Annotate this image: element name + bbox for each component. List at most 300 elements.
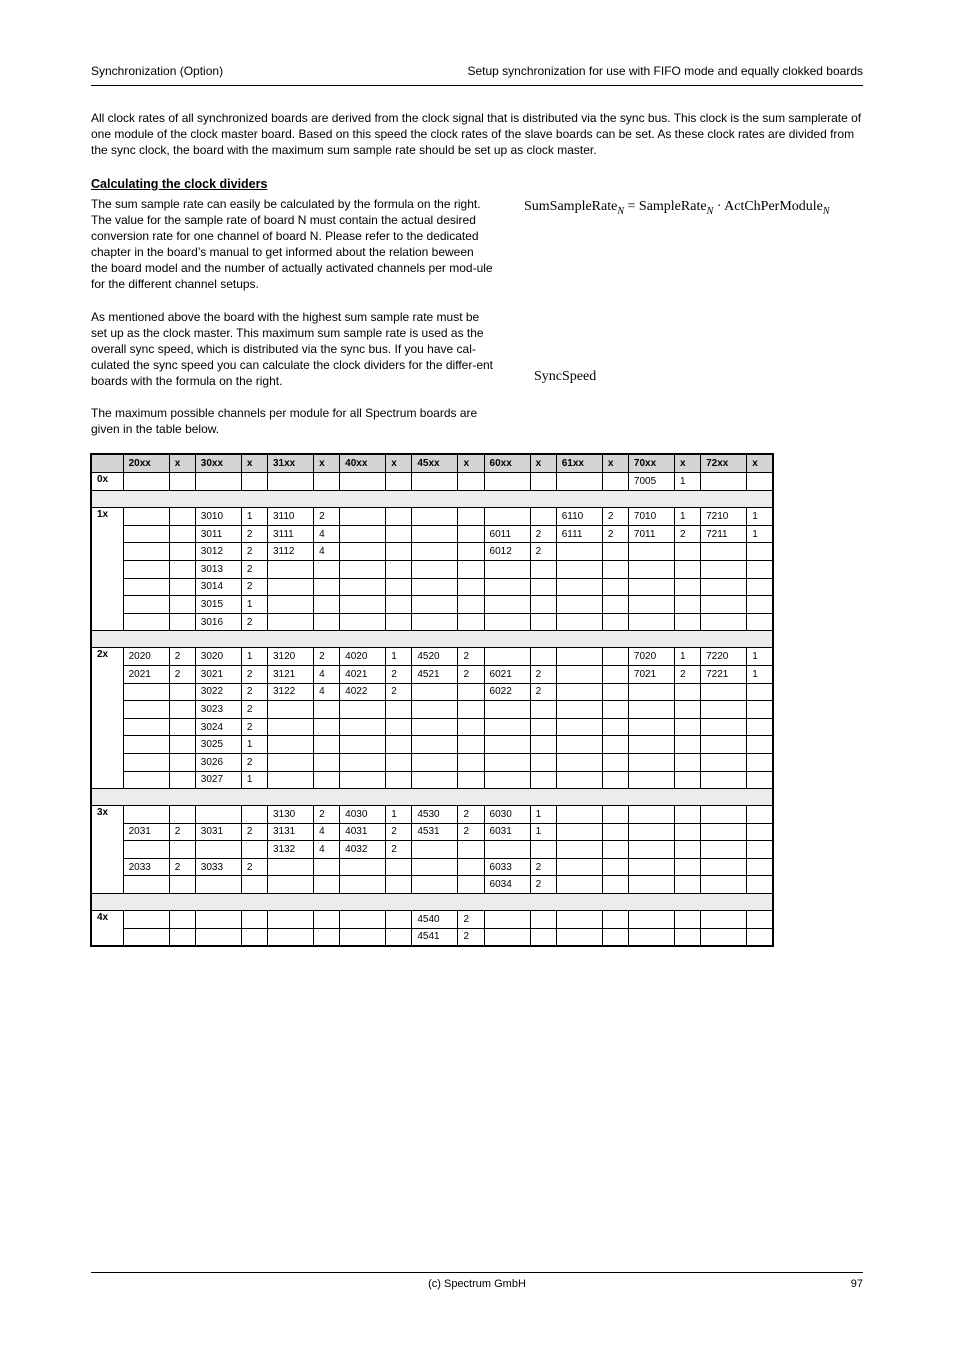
board-model-cell: 3011 (195, 525, 241, 543)
table-row (91, 823, 773, 841)
channel-count-cell (458, 841, 484, 859)
channel-count-cell (458, 876, 484, 894)
channel-count-cell (675, 736, 701, 754)
group-label: 3x (91, 806, 123, 894)
channel-count-cell (602, 911, 628, 929)
channel-count-cell (530, 560, 556, 578)
channel-count-cell (530, 613, 556, 631)
channel-count-cell (747, 701, 773, 719)
channel-count-cell (530, 648, 556, 666)
board-model-cell (484, 701, 530, 719)
board-model-cell (412, 613, 458, 631)
channel-count-cell: 1 (747, 525, 773, 543)
board-model-cell (412, 508, 458, 526)
board-model-cell (556, 858, 602, 876)
board-model-cell: 6110 (556, 508, 602, 526)
board-model-cell (123, 911, 169, 929)
board-model-cell: 4530 (412, 806, 458, 824)
table-row (91, 578, 773, 596)
channel-count-cell: 2 (241, 560, 267, 578)
channel-count-cell (602, 701, 628, 719)
table-row (91, 613, 773, 631)
board-model-cell (701, 613, 747, 631)
board-model-cell (701, 841, 747, 859)
board-model-cell (701, 472, 747, 491)
channel-count-cell: 2 (458, 665, 484, 683)
board-model-cell (628, 823, 674, 841)
board-model-cell (267, 596, 313, 614)
board-model-cell (123, 928, 169, 946)
channel-count-cell (602, 472, 628, 491)
board-model-cell: 4031 (340, 823, 386, 841)
channel-count-cell: 2 (458, 911, 484, 929)
formula-term2-sub: N (822, 205, 830, 217)
channel-count-cell (386, 736, 412, 754)
board-model-cell: 3010 (195, 508, 241, 526)
formula-sum-sample-rate (524, 199, 830, 217)
board-model-cell: 3111 (267, 525, 313, 543)
board-model-cell (123, 806, 169, 824)
channel-count-cell: 2 (314, 648, 340, 666)
table-header-cell: x (458, 454, 484, 472)
table-row (91, 928, 773, 946)
channel-count-cell: 2 (458, 806, 484, 824)
board-model-cell (267, 613, 313, 631)
board-model-cell (340, 718, 386, 736)
board-model-cell (628, 911, 674, 929)
board-model-cell (340, 701, 386, 719)
board-model-cell (628, 928, 674, 946)
board-model-cell (267, 701, 313, 719)
board-model-cell (123, 613, 169, 631)
channel-count-cell (314, 911, 340, 929)
channel-count-cell: 2 (241, 543, 267, 561)
channel-count-cell: 2 (241, 701, 267, 719)
table-header-cell: x (747, 454, 773, 472)
board-model-cell: 4030 (340, 806, 386, 824)
channel-count-cell: 1 (675, 648, 701, 666)
group-label: 0x (91, 472, 123, 491)
channel-count-cell (747, 876, 773, 894)
board-model-cell (701, 753, 747, 771)
channel-count-cell: 2 (241, 578, 267, 596)
board-model-cell (556, 823, 602, 841)
table-row (91, 858, 773, 876)
channel-count-cell (747, 736, 773, 754)
channel-count-cell (675, 928, 701, 946)
channel-count-cell: 2 (386, 683, 412, 701)
board-model-cell: 3026 (195, 753, 241, 771)
channel-count-cell: 2 (241, 858, 267, 876)
board-model-cell: 4022 (340, 683, 386, 701)
channel-count-cell (602, 753, 628, 771)
table-row (91, 911, 773, 929)
channel-count-cell: 4 (314, 665, 340, 683)
board-model-cell (556, 472, 602, 491)
channel-count-cell: 2 (458, 823, 484, 841)
channel-count-cell (747, 858, 773, 876)
channel-count-cell (747, 823, 773, 841)
board-model-cell (701, 543, 747, 561)
board-model-cell (123, 543, 169, 561)
channel-count-cell: 1 (386, 648, 412, 666)
board-model-cell (628, 736, 674, 754)
channel-count-cell: 2 (169, 858, 195, 876)
board-model-cell (340, 472, 386, 491)
channel-count-cell (675, 806, 701, 824)
intro-paragraph: All clock rates of all synchronized boards are derived from the clock signal that is distributed via the sync bus. This clock is the sum samplerate of one module of the clock master board. Based on this speed the clock rates of the slave boards can be set. As these clock rates are divided from the sync clock, the board with the maximum sum sample rate should be set up as clock master. (91, 111, 862, 157)
board-model-cell (267, 578, 313, 596)
channel-count-cell (241, 876, 267, 894)
channel-count-cell (386, 508, 412, 526)
channel-count-cell: 2 (241, 525, 267, 543)
channel-count-cell (747, 560, 773, 578)
channel-count-cell (530, 753, 556, 771)
channel-count-cell (747, 806, 773, 824)
channel-count-cell (314, 472, 340, 491)
channel-count-cell (602, 683, 628, 701)
channel-count-cell (602, 648, 628, 666)
channel-count-cell (314, 701, 340, 719)
board-model-cell: 4032 (340, 841, 386, 859)
board-model-cell (123, 508, 169, 526)
channel-count-cell (530, 736, 556, 754)
board-model-cell (412, 736, 458, 754)
board-model-cell: 7010 (628, 508, 674, 526)
channel-count-cell (241, 472, 267, 491)
board-model-cell (340, 508, 386, 526)
channel-count-cell (747, 613, 773, 631)
channel-count-cell: 2 (602, 525, 628, 543)
board-model-cell (701, 771, 747, 789)
table-header-cell: 72xx (701, 454, 747, 472)
board-model-cell (340, 753, 386, 771)
board-model-cell: 3016 (195, 613, 241, 631)
board-model-cell (628, 876, 674, 894)
channel-count-cell (530, 841, 556, 859)
board-model-cell (267, 753, 313, 771)
table-group-separator (91, 631, 773, 648)
board-model-cell (556, 753, 602, 771)
channel-count-cell (314, 858, 340, 876)
board-model-cell: 7221 (701, 665, 747, 683)
channel-count-cell (747, 683, 773, 701)
board-model-cell (412, 771, 458, 789)
board-model-cell: 6012 (484, 543, 530, 561)
channel-count-cell (386, 543, 412, 561)
board-model-cell (267, 472, 313, 491)
board-model-cell (123, 560, 169, 578)
table-row (91, 508, 773, 526)
channel-count-cell: 1 (747, 648, 773, 666)
board-model-cell (123, 683, 169, 701)
board-model-cell (412, 525, 458, 543)
board-model-cell (701, 701, 747, 719)
channel-count-cell: 2 (241, 665, 267, 683)
board-model-cell (484, 560, 530, 578)
table-row (91, 701, 773, 719)
channel-count-cell: 4 (314, 525, 340, 543)
channel-count-cell (747, 596, 773, 614)
table-row (91, 472, 773, 491)
channel-count-cell: 2 (530, 543, 556, 561)
board-model-cell (556, 771, 602, 789)
channel-count-cell (675, 560, 701, 578)
group-label: 2x (91, 648, 123, 789)
table-header-cell: 30xx (195, 454, 241, 472)
channels-per-module-table (90, 453, 774, 947)
formula-term1-sub: N (706, 205, 714, 217)
board-model-cell (412, 578, 458, 596)
channel-count-cell: 1 (530, 806, 556, 824)
footer-rule (91, 1272, 863, 1273)
board-model-cell (412, 753, 458, 771)
board-model-cell (556, 718, 602, 736)
board-model-cell (701, 683, 747, 701)
board-model-cell (340, 525, 386, 543)
channel-count-cell (530, 911, 556, 929)
channel-count-cell (458, 701, 484, 719)
channel-count-cell (386, 613, 412, 631)
table-row (91, 683, 773, 701)
channel-count-cell: 2 (241, 613, 267, 631)
board-model-cell: 4531 (412, 823, 458, 841)
channel-count-cell (530, 771, 556, 789)
channel-count-cell: 2 (169, 823, 195, 841)
channel-count-cell (747, 911, 773, 929)
table-row (91, 665, 773, 683)
channel-count-cell: 2 (675, 525, 701, 543)
board-model-cell: 3024 (195, 718, 241, 736)
board-model-cell (123, 718, 169, 736)
channel-count-cell (386, 560, 412, 578)
channel-count-cell (169, 596, 195, 614)
board-model-cell (484, 596, 530, 614)
paragraph-sum-sample-rate: The sum sample rate can easily be calculated by the formula on the right. The value for the sample rate of board N must contain the actual desired conversion rate for one channel of board N. Please refer to the dedicated chapter in the board’s manual to get informed about the relation beween the board model and the number of actually activated channels per mod-ule for the different channel setups. (91, 197, 493, 291)
channel-count-cell (675, 841, 701, 859)
channel-count-cell (675, 876, 701, 894)
channel-count-cell (458, 525, 484, 543)
group-label: 4x (91, 911, 123, 947)
board-model-cell: 4521 (412, 665, 458, 683)
board-model-cell (484, 578, 530, 596)
channel-count-cell (169, 753, 195, 771)
table-header-row (91, 454, 773, 472)
board-model-cell (484, 841, 530, 859)
board-model-cell: 7011 (628, 525, 674, 543)
board-model-cell (267, 560, 313, 578)
header-rule (91, 85, 863, 86)
board-model-cell (628, 543, 674, 561)
board-model-cell (556, 543, 602, 561)
section-title: Calculating the clock dividers (91, 177, 268, 191)
channel-count-cell (169, 701, 195, 719)
channel-count-cell: 2 (169, 648, 195, 666)
table-group-separator (91, 789, 773, 806)
table-row (91, 543, 773, 561)
channel-count-cell (458, 771, 484, 789)
channel-count-cell (314, 560, 340, 578)
board-model-cell (701, 578, 747, 596)
channel-count-cell (169, 472, 195, 491)
board-model-cell: 7210 (701, 508, 747, 526)
table-row (91, 560, 773, 578)
channel-count-cell: 1 (241, 736, 267, 754)
channel-count-cell (458, 736, 484, 754)
channel-count-cell (314, 876, 340, 894)
board-model-cell: 7020 (628, 648, 674, 666)
channel-count-cell (386, 928, 412, 946)
channel-count-cell (241, 928, 267, 946)
channel-count-cell (458, 718, 484, 736)
channel-count-cell: 1 (675, 508, 701, 526)
channel-count-cell (602, 560, 628, 578)
channel-count-cell (747, 472, 773, 491)
channel-count-cell: 4 (314, 823, 340, 841)
separator-cell (91, 894, 773, 911)
table-row (91, 736, 773, 754)
channel-count-cell (602, 665, 628, 683)
channel-count-cell (386, 911, 412, 929)
board-model-cell (267, 928, 313, 946)
board-model-cell: 6022 (484, 683, 530, 701)
channel-count-cell (675, 596, 701, 614)
board-model-cell (412, 841, 458, 859)
table-row (91, 806, 773, 824)
table-header-cell: 40xx (340, 454, 386, 472)
board-model-cell (484, 472, 530, 491)
channel-count-cell (602, 613, 628, 631)
board-model-cell: 6021 (484, 665, 530, 683)
board-model-cell (123, 525, 169, 543)
channel-count-cell (747, 718, 773, 736)
table-header-cell: x (675, 454, 701, 472)
board-model-cell (484, 718, 530, 736)
board-model-cell: 3014 (195, 578, 241, 596)
board-model-cell (701, 911, 747, 929)
board-model-cell (123, 578, 169, 596)
channel-count-cell (602, 543, 628, 561)
channel-count-cell (169, 928, 195, 946)
board-model-cell (484, 508, 530, 526)
board-model-cell (123, 596, 169, 614)
table-group-separator (91, 894, 773, 911)
board-model-cell (556, 806, 602, 824)
channel-count-cell (386, 472, 412, 491)
channel-count-cell (530, 718, 556, 736)
board-model-cell (484, 928, 530, 946)
channel-count-cell (314, 613, 340, 631)
board-model-cell (195, 876, 241, 894)
table-header-cell: x (602, 454, 628, 472)
channel-count-cell (386, 578, 412, 596)
board-model-cell: 3022 (195, 683, 241, 701)
board-model-cell (412, 876, 458, 894)
board-model-cell (267, 736, 313, 754)
table-header-cell: 45xx (412, 454, 458, 472)
separator-cell (91, 631, 773, 648)
channel-count-cell (386, 525, 412, 543)
channel-count-cell (241, 806, 267, 824)
channel-count-cell (675, 701, 701, 719)
board-model-cell: 2031 (123, 823, 169, 841)
board-model-cell (628, 718, 674, 736)
channel-count-cell (169, 560, 195, 578)
board-model-cell: 4520 (412, 648, 458, 666)
table-group-separator (91, 491, 773, 508)
board-model-cell: 3110 (267, 508, 313, 526)
board-model-cell (556, 560, 602, 578)
channel-count-cell (747, 928, 773, 946)
board-model-cell (195, 928, 241, 946)
board-model-cell (628, 858, 674, 876)
channel-count-cell (602, 928, 628, 946)
channel-count-cell (314, 771, 340, 789)
page-number: 97 (850, 1278, 863, 1290)
board-model-cell: 3023 (195, 701, 241, 719)
paragraph-table-intro: The maximum possible channels per module for all Spectrum boards are given in the table below. (91, 406, 478, 436)
board-model-cell (556, 928, 602, 946)
board-model-cell: 4541 (412, 928, 458, 946)
channel-count-cell: 1 (747, 508, 773, 526)
channel-count-cell (602, 718, 628, 736)
channel-count-cell: 1 (747, 665, 773, 683)
board-model-cell: 6030 (484, 806, 530, 824)
channel-count-cell (675, 771, 701, 789)
channel-count-cell (530, 596, 556, 614)
channel-count-cell (241, 911, 267, 929)
channel-count-cell (602, 736, 628, 754)
board-model-cell (267, 911, 313, 929)
board-model-cell (628, 683, 674, 701)
channel-count-cell (602, 771, 628, 789)
channel-count-cell: 1 (241, 596, 267, 614)
channel-count-cell (602, 823, 628, 841)
channel-count-cell (458, 578, 484, 596)
channel-count-cell: 1 (241, 648, 267, 666)
channel-count-cell (169, 911, 195, 929)
channel-count-cell (169, 841, 195, 859)
channel-count-cell (530, 578, 556, 596)
channel-count-cell (675, 823, 701, 841)
channel-count-cell (314, 718, 340, 736)
channel-count-cell: 2 (530, 525, 556, 543)
board-model-cell (484, 911, 530, 929)
channel-count-cell: 2 (458, 928, 484, 946)
board-model-cell: 4021 (340, 665, 386, 683)
channel-count-cell (458, 683, 484, 701)
channel-count-cell (169, 543, 195, 561)
channel-count-cell (602, 858, 628, 876)
channel-count-cell: 2 (314, 806, 340, 824)
board-model-cell (412, 560, 458, 578)
board-model-cell: 3015 (195, 596, 241, 614)
table-row (91, 525, 773, 543)
formula-lhs: SumSampleRate (524, 199, 618, 214)
channel-count-cell (458, 858, 484, 876)
channel-count-cell (747, 578, 773, 596)
board-model-cell (628, 560, 674, 578)
channel-count-cell: 2 (530, 858, 556, 876)
board-model-cell (340, 543, 386, 561)
channel-count-cell (314, 596, 340, 614)
channel-count-cell (675, 718, 701, 736)
channel-count-cell: 2 (386, 823, 412, 841)
board-model-cell: 3027 (195, 771, 241, 789)
separator-cell (91, 491, 773, 508)
board-model-cell (556, 648, 602, 666)
board-model-cell: 3033 (195, 858, 241, 876)
